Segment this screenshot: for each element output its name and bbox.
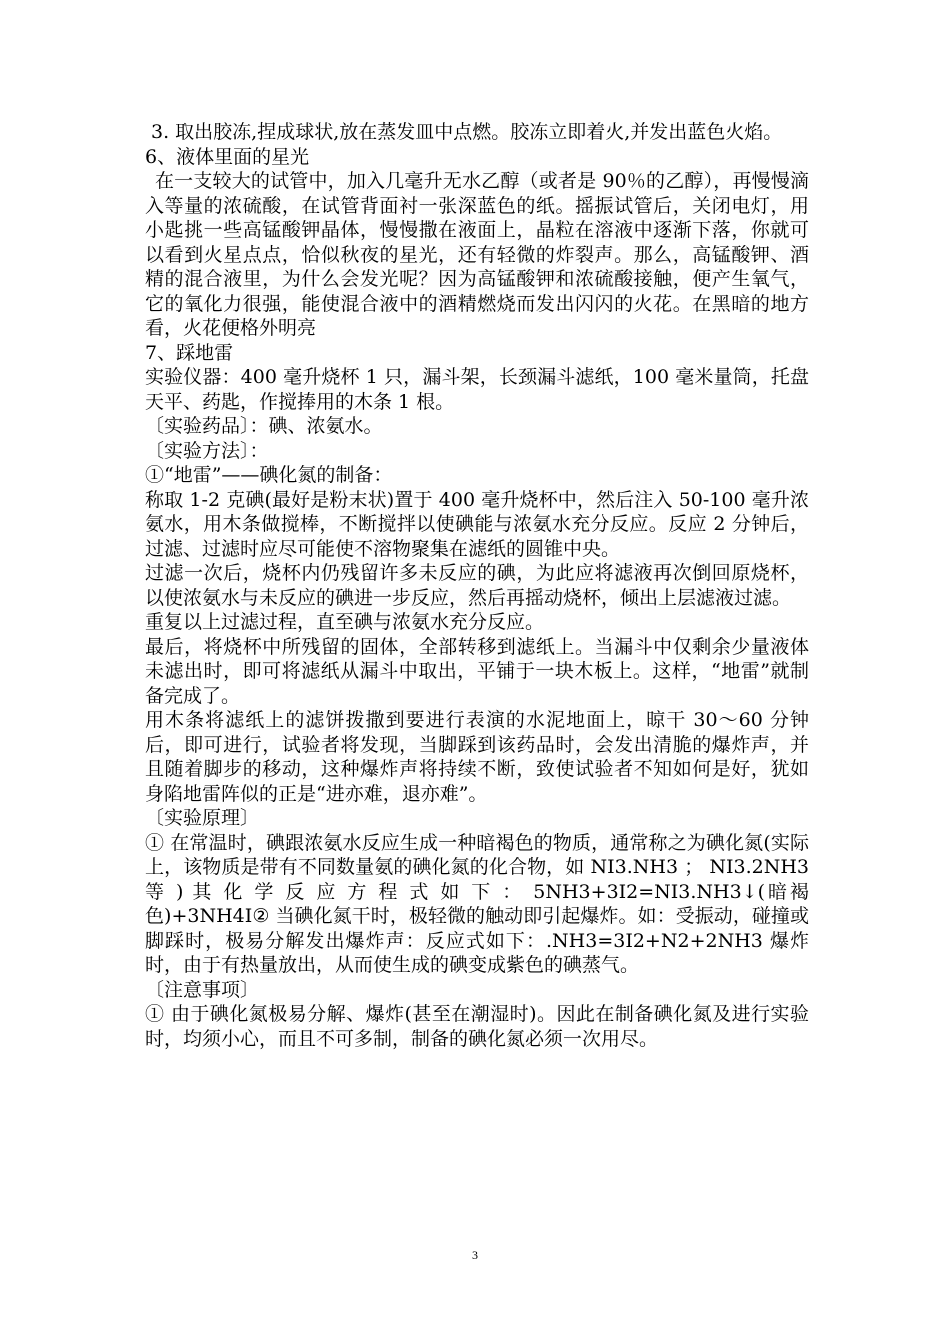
paragraph-liquid-stars: 在一支较大的试管中，加入几毫升无水乙醇（或者是 90％的乙醇），再慢慢滴入等量的浓硫酸，在试管背面衬一张深蓝色的纸。摇振试管后，关闭电灯，用小匙挑一些高锰酸钾晶体，慢慢撒在液面上，晶粒在溶液中逐渐下落，你就可以看到火星点点，恰似秋夜的星光，还有轻微的炸裂声。那么，高锰酸钾、酒精的混合液里，为什么会发光呢？因为高锰酸钾和浓硫酸接触，便产生氧气，它的氧化力很强，能使混合液中的酒精燃烧而发出闪闪的火花。在黑暗的地方看，火花便格外明亮 (145, 170, 809, 339)
paragraph-preparation-heading: ①“地雷”——碘化氮的制备： (145, 464, 393, 486)
paragraph-notes: ① 由于碘化氮极易分解、爆炸(甚至在潮湿时)。因此在制备碘化氮及进行实验时，均须小心，而且不可多制，制备的碘化氮必须一次用尽。 (145, 1003, 809, 1050)
paragraph-preparation: 称取 1-2 克碘(最好是粉末状)置于 400 毫升烧杯中，然后注入 50-100 毫升浓氨水，用木条做搅棒，不断搅拌以使碘能与浓氨水充分反应。反应 2 分钟后，过滤、过滤时应尽可能使不溶物聚集在滤纸的圆锥中央。 (145, 488, 809, 560)
section-heading-6: 6、液体里面的星光 (145, 145, 310, 168)
document-body (145, 120, 809, 1051)
paragraph-repeat: 重复以上过滤过程，直至碘与浓氨水充分反应。 (145, 611, 545, 633)
paragraph-reagents: 〔实验药品〕：碘、浓氨水。 (145, 415, 383, 437)
page-number: 3 (472, 1248, 478, 1262)
paragraph-filter-again: 过滤一次后，烧杯内仍残留许多未反应的碘，为此应将滤液再次倒回原烧杯，以使浓氨水与未反应的碘进一步反应，然后再摇动烧杯，倾出上层滤液过滤。 (145, 562, 809, 609)
paragraph-transfer: 最后，将烧杯中所残留的固体，全部转移到滤纸上。当漏斗中仅剩余少量液体未滤出时，即可将滤纸从漏斗中取出，平铺于一块木板上。这样，“地雷”就制备完成了。 (145, 635, 809, 707)
paragraph-step-3: 3. 取出胶冻,捏成球状,放在蒸发皿中点燃。胶冻立即着火,并发出蓝色火焰。 (151, 121, 783, 143)
paragraph-method-heading: 〔实验方法〕： (145, 439, 269, 462)
paragraph-notes-heading: 〔注意事项〕 (145, 978, 260, 1001)
paragraph-principle-heading: 〔实验原理〕 (145, 807, 260, 829)
paragraph-demonstration: 用木条将滤纸上的滤饼拨撒到要进行表演的水泥地面上，晾干 30～60 分钟后，即可进行，试验者将发现，当脚踩到该药品时，会发出清脆的爆炸声，并且随着脚步的移动，这种爆炸声将持续不断，致使试验者不知如何是好，犹如身陷地雷阵似的正是“进亦难，退亦难”。 (145, 709, 809, 805)
paragraph-apparatus: 实验仪器：400 毫升烧杯 1 只，漏斗架，长颈漏斗滤纸，100 毫米量筒，托盘天平、药匙，作搅捧用的木条 1 根。 (145, 366, 809, 413)
section-heading-7: 7、踩地雷 (145, 341, 234, 364)
paragraph-principle: ① 在常温时，碘跟浓氨水反应生成一种暗褐色的物质，通常称之为碘化氮(实际上，该物质是带有不同数量氨的碘化氮的化合物，如 NI3.NH3 ； NI3.2NH3 等 ) 其 化 学 反 应 方 程 式 如 下 ： 5NH3+3I2=NI3.NH3↓(暗褐色)+3NH4I② 当碘化氮干时，极轻微的触动即引起爆炸。如：受振动，碰撞或脚踩时，极易分解发出爆炸声：反应式如下：.NH3=3I2+N2+2NH3 爆炸时，由于有热量放出，从而使生成的碘变成紫色的碘蒸气。 (145, 831, 809, 976)
